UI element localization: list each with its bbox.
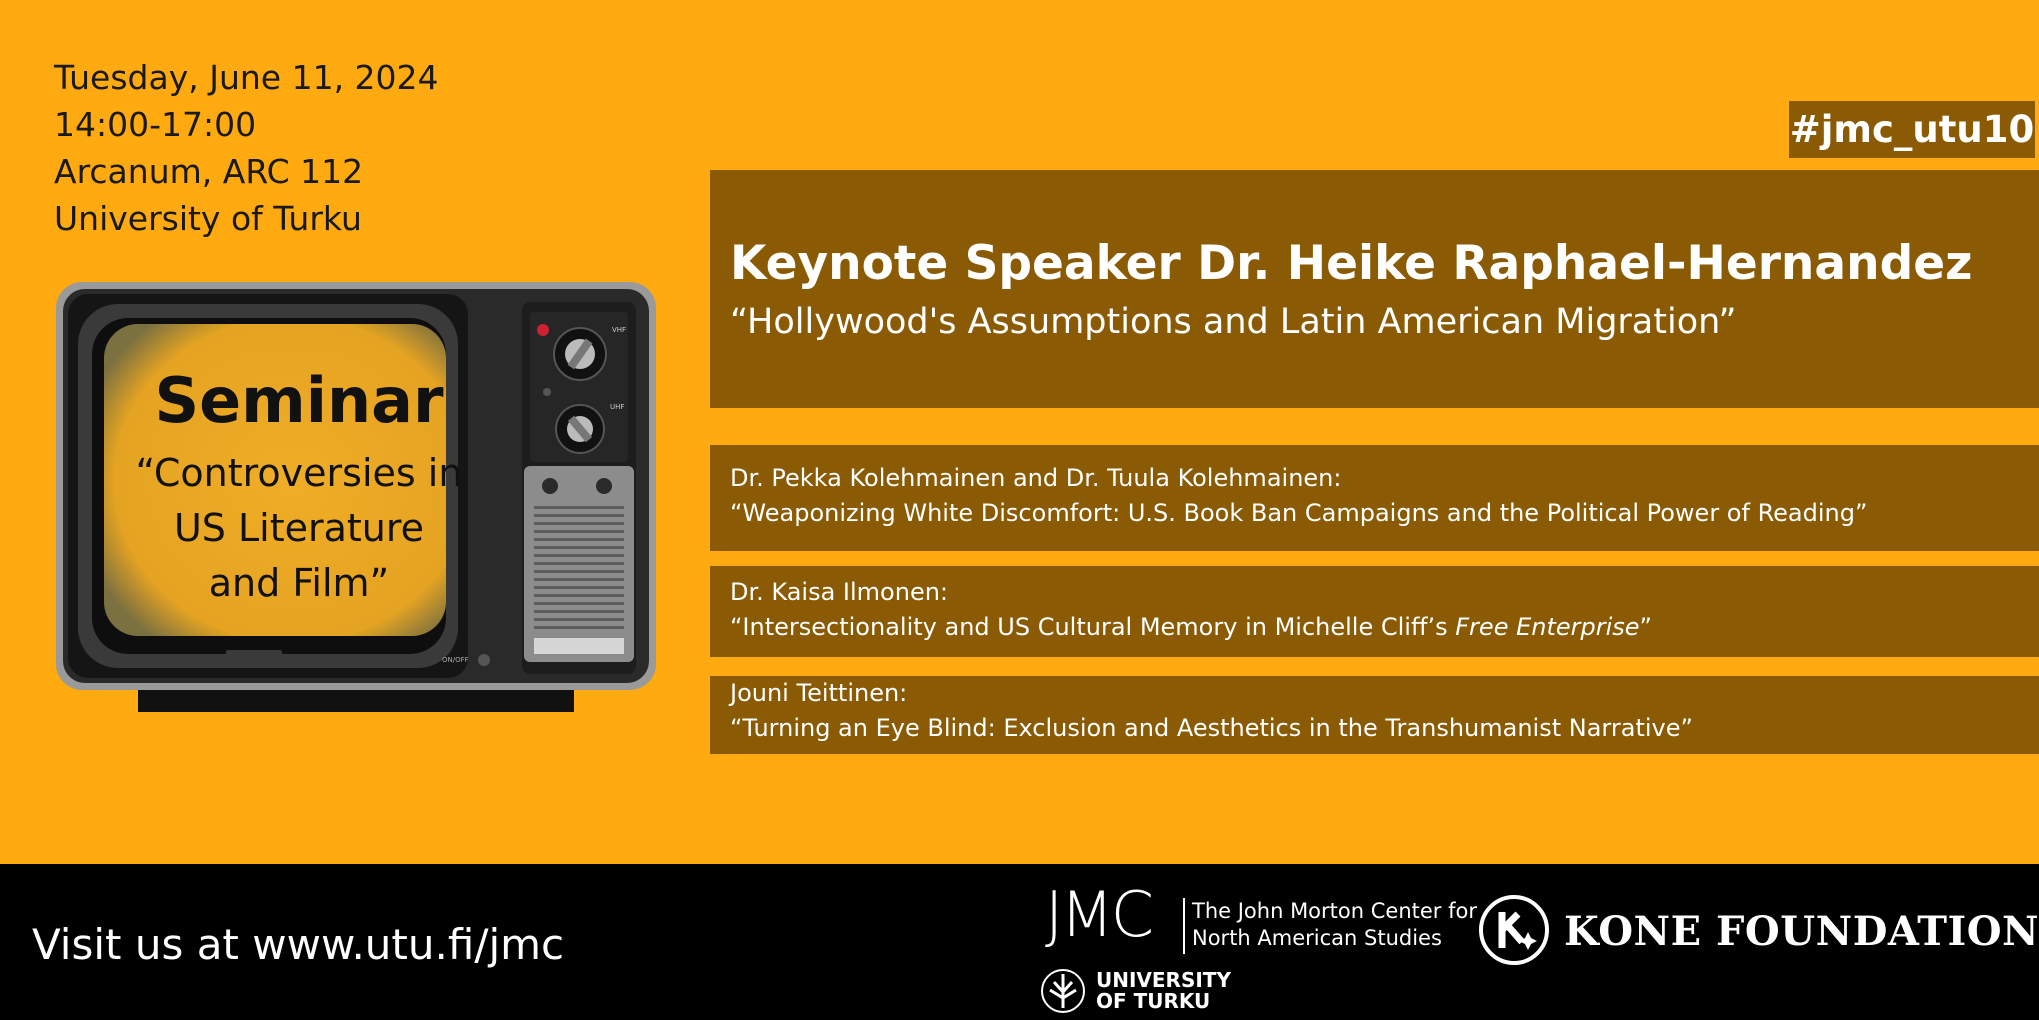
- jmc-name-line-2: North American Studies: [1192, 926, 1442, 950]
- television-image: [56, 282, 656, 714]
- talk-2-speaker: Dr. Kaisa Ilmonen:: [730, 578, 949, 606]
- talk-3-title: “Turning an Eye Blind: Exclusion and Aesthetics in the Transhumanist Narrative”: [730, 714, 1693, 742]
- vhf-label: VHF: [612, 326, 627, 334]
- talk-3-speaker: Jouni Teittinen:: [730, 679, 908, 707]
- keynote-talk-title: “Hollywood's Assumptions and Latin American Migration”: [730, 302, 1737, 342]
- hashtag-badge: #jmc_utu10: [1789, 101, 2035, 158]
- talk-2-title-italic: Free Enterprise: [1455, 613, 1640, 641]
- talk-2-title: [730, 610, 2039, 645]
- jmc-divider: [1183, 898, 1185, 954]
- visit-website-text: Visit us at www.utu.fi/jmc: [32, 920, 565, 969]
- university-name-line-2: OF TURKU: [1096, 989, 1211, 1013]
- seminar-title: Seminar: [154, 364, 444, 437]
- kone-foundation-logo-icon: [1478, 894, 1550, 966]
- event-info: [54, 54, 439, 242]
- keynote-speaker: Keynote Speaker Dr. Heike Raphael-Hernandez: [730, 236, 1973, 291]
- event-venue: University of Turku: [54, 199, 362, 238]
- kone-foundation-logo: [1478, 894, 2039, 970]
- talk-panel-3: [710, 676, 2039, 754]
- university-of-turku-emblem-icon: [1040, 968, 1086, 1014]
- event-room: Arcanum, ARC 112: [54, 152, 364, 191]
- event-time: 14:00-17:00: [54, 105, 257, 144]
- jmc-name: [1192, 898, 1477, 952]
- talk-2-title-pre: “Intersectionality and US Cultural Memory in Michelle Cliff’s: [730, 613, 1456, 641]
- talk-panel-1: [710, 445, 2039, 551]
- footer: [0, 864, 2039, 1020]
- talk-2-title-post: ”: [1639, 613, 1652, 641]
- seminar-subtitle-line-3: and Film”: [208, 561, 390, 605]
- university-name: [1096, 970, 1231, 1012]
- onoff-label: ON/OFF: [442, 656, 469, 664]
- university-name-line-1: UNIVERSITY: [1096, 968, 1231, 992]
- uhf-label: UHF: [610, 403, 625, 411]
- talk-1-title: “Weaponizing White Discomfort: U.S. Book Ban Campaigns and the Political Power of Reading”: [730, 499, 1868, 527]
- seminar-subtitle-line-2: US Literature: [173, 506, 425, 550]
- university-of-turku-logo: [1040, 968, 1231, 1018]
- jmc-name-line-1: The John Morton Center for: [1192, 899, 1477, 923]
- event-date: Tuesday, June 11, 2024: [54, 58, 439, 97]
- talk-1-speaker: Dr. Pekka Kolehmainen and Dr. Tuula Kolehmainen:: [730, 464, 1342, 492]
- keynote-panel: [710, 170, 2039, 408]
- talk-panel-2: [710, 566, 2039, 657]
- seminar-subtitle-line-1: “Controversies in: [135, 451, 463, 495]
- kone-foundation-name: KONE FOUNDATION: [1564, 908, 2039, 955]
- jmc-mark: JMC: [1045, 878, 1152, 951]
